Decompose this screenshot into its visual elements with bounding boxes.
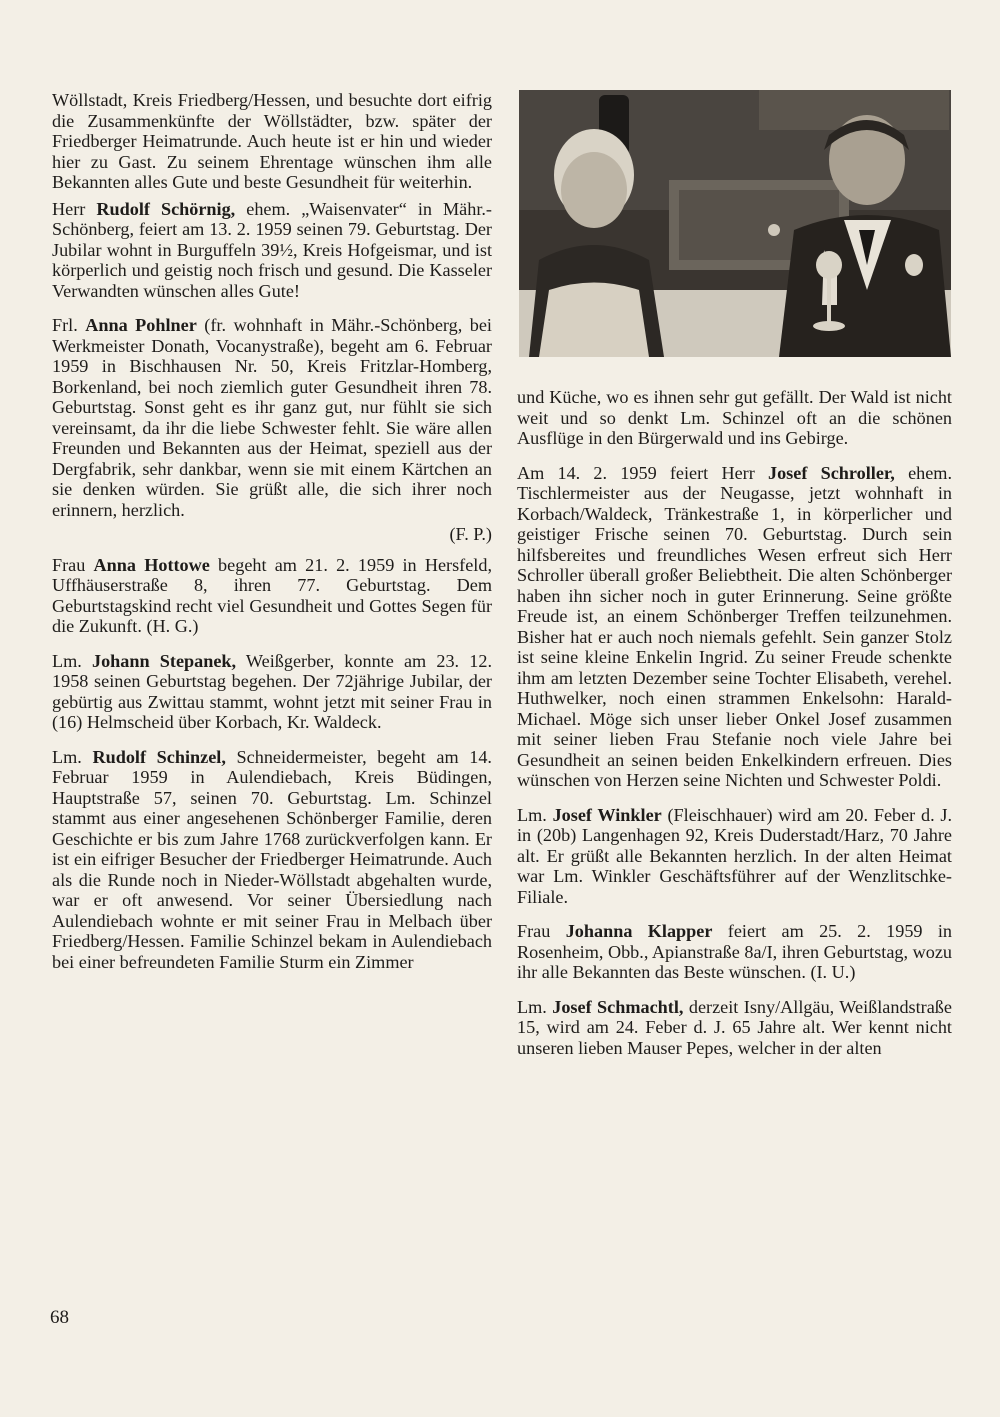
person-name: Anna Hottowe [93, 554, 210, 575]
paragraph: Herr Rudolf Schörnig, ehem. „Waisenvater“ in Mähr.-Schönberg, feiert am 13. 2. 1959 seinen 79. Geburtstag. Der Jubilar wohnt in Burguffeln 39½, Kreis Hofgeismar, und ist körperlich und geistig noch frisch und gesund. Die Kasseler Verwandten wünschen alles Gute! [52, 198, 492, 301]
paragraph: Lm. Rudolf Schinzel, Schneidermeister, begeht am 14. Februar 1959 in Aulendiebach, Kreis Büdingen, Hauptstraße 57, seinen 70. Geburtstag. Lm. Schinzel stammt aus einer angesehenen Schönberger Familie, deren Geschichte er bis zum Jahre 1768 zurückverfolgen kann. Er ist ein eifriger Besucher der Friedberger Heimatrunde. Auch als die Runde noch in Nieder-Wöllstadt abgehalten wurde, war er oft anwesend. Vor seiner Übersiedlung nach Aulendiebach wohnte er mit seiner Frau in Melbach über Friedberg/Hessen. Familie Schinzel bekam in Aulendiebach bei einer befreundeten Familie Sturm ein Zimmer [52, 746, 492, 972]
paragraph: Lm. Josef Schmachtl, derzeit Isny/Allgäu, Weißlandstraße 15, wird am 24. Feber d. J. 65 Jahre alt. Wer kennt nicht unseren lieben Mauser Pepes, welcher in der alten [517, 996, 952, 1058]
paragraph: und Küche, wo es ihnen sehr gut gefällt. Der Wald ist nicht weit und so denkt Lm. Schinzel oft an die schönen Ausflüge in den Bürgerwald und ins Gebirge. [517, 387, 952, 448]
paragraph: Frl. Anna Pohlner (fr. wohnhaft in Mähr.-Schönberg, bei Werkmeister Donath, Vocanystraße), begeht am 6. Februar 1959 in Bischhausen Nr. 50, Kreis Fritzlar-Homberg, Borkenland, bei noch ziemlich guter Gesundheit ihren 78. Geburtstag. Sonst geht es ihr ganz gut, nur fühlt sie sich vereinsamt, da ihr die liebe Schwester fehlt. Sie wäre allen Freunden und Bekannten aus der Heimat, speziell aus der Dergfabrik, sehr dankbar, wenn sie mit einem Kärtchen an sie denken würden. Sie grüßt alle, die sich ihrer noch erinnern, herzlich. [52, 315, 492, 520]
person-name: Rudolf Schinzel, [92, 746, 226, 767]
paragraph: Lm. Josef Winkler (Fleischhauer) wird am 20. Feber d. J. in (20b) Langenhagen 92, Kreis Duderstadt/Harz, 70 Jahre alt. Er grüßt alle Bekannten herzlich. In der alten Heimat war Lm. Winkler Geschäftsführer auf der Wenzlitschke-Filiale. [517, 804, 953, 907]
person-name: Johann Stepanek, [91, 650, 237, 671]
person-name: Josef Schmachtl, [552, 996, 684, 1017]
person-name: Anna Pohlner [85, 315, 197, 335]
portrait-photo [519, 90, 951, 357]
person-name: Josef Winkler [552, 804, 662, 825]
person-name: Josef Schroller, [767, 462, 895, 483]
person-name: Johanna Klapper [565, 921, 713, 941]
paragraph: Am 14. 2. 1959 feiert Herr Josef Schroller, ehem. Tischlermeister aus der Neugasse, jetzt wohnhaft in Korbach/Waldeck, Tränkestraße 1, in körperlicher und geistiger Frische seinen 70. Geburtstag. Durch sein hilfsbereites und freundliches Wesen erfreut sich Herr Schroller überall großer Beliebtheit. Die alten Schönberger haben ihn sicher noch in guter Erinnerung. Seine größte Freude ist, an einem Schönberger Treffen teilzunehmen. Bisher hat er auch noch niemals gefehlt. Sein ganzer Stolz ist seine kleine Enkelin Ingrid. Zu seiner Freude schenkte ihm am letzten Dezember seine Tochter Elisabeth, verehel. Huthwelker, noch einen strammen Enkelsohn: Harald-Michael. Möge sich unser lieber Onkel Josef zusammen mit seiner lieben Frau Stefanie noch viele Jahre bei Gesundheit an seinen beiden Enkelkindern erfreuen. Dies wünschen von Herzen seine Nichten und Schwester Poldi. [517, 462, 953, 790]
signature-initials: (F. P.) [449, 524, 492, 544]
paragraph: Frau Anna Hottowe begeht am 21. 2. 1959 in Hersfeld, Uffhäuserstraße 8, ihren 77. Geburtstag. Dem Geburtstagskind recht viel Gesundheit und Gottes Segen für die Zukunft. (H. G.) [52, 554, 492, 636]
paragraph: Frau Johanna Klapper feiert am 25. 2. 1959 in Rosenheim, Obb., Apianstraße 8a/I, ihren Geburtstag, wozu ihr alle Bekannten das Beste wünschen. (I. U.) [517, 921, 953, 982]
paragraph: Lm. Johann Stepanek, Weißgerber, konnte am 23. 12. 1958 seinen Geburtstag begehen. Der 72jährige Jubilar, der gebürtig aus Zwittau stammt, wohnt jetzt mit seiner Frau in (16) Helmscheid über Korbach, Kr. Waldeck. [52, 650, 492, 732]
person-name: Rudolf Schörnig, [96, 198, 236, 219]
left-column [52, 90, 492, 986]
right-column [517, 387, 952, 1072]
paragraph: Wöllstadt, Kreis Friedberg/Hessen, und besuchte dort eifrig die Zusammenkünfte der Wöllstädter, bzw. später der Friedberger Heimatrunde. Auch heute ist er hin und wieder hier zu Gast. Zu seinem Ehrentage wünschen ihm alle Bekannten alles Gute und beste Gesundheit für weiterhin. [52, 90, 492, 192]
page-number: 68 [50, 1307, 69, 1328]
photo-illustration [519, 90, 951, 357]
